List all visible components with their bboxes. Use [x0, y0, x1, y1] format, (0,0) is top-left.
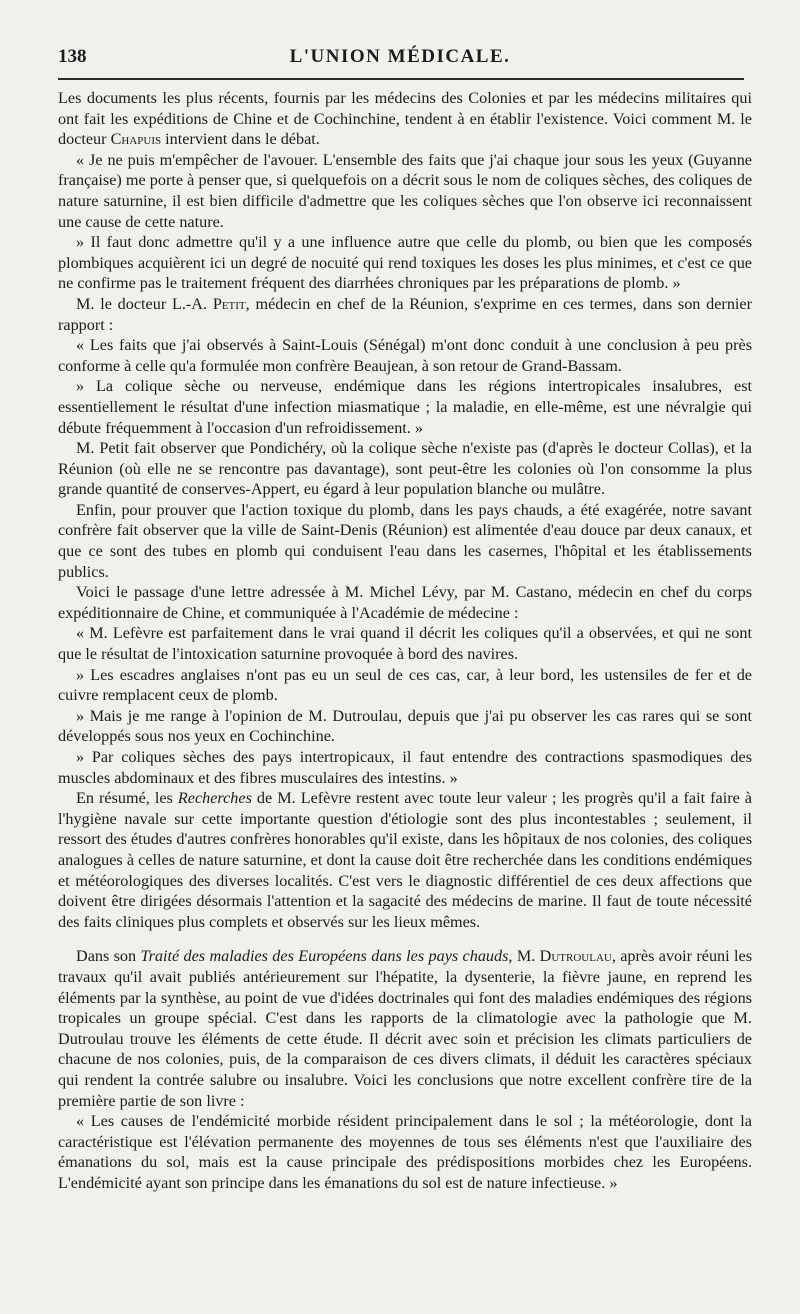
- running-title: L'UNION MÉDICALE.: [289, 46, 511, 67]
- paragraph: [58, 376, 752, 438]
- text-run: » La colique sèche ou nerveuse, endémique dans les régions intertropicales insalubres, est essentiellement le résultat d'une infection miasmatique ; la maladie, en elle-même, est une névralgie qui débute fréquemment à l'occasion d'un refroidissement. »: [58, 377, 752, 437]
- italic-text: Traité des maladies des Européens dans les pays chauds: [140, 947, 509, 966]
- paragraph: [58, 946, 752, 1111]
- text-run: de M. Lefèvre restent avec toute leur valeur ; les progrès qu'il a fait faire à l'hygiène navale sur cette importante question d'étiologie sont des plus incontestables ; seulement, il ressort des études d'autres confrères honorables qu'il existe, dans les hôpitaux de nos colonies, des coliques analogues à celles de nature saturnine, et dont la cause doit être recherchée dans les conditions endémiques et météorologiques des diverses localités. C'est vers le diagnostic différentiel de ces deux affections que doivent être dirigées désormais l'attention et la sagacité des médecins de marine. Il faut de toute nécessité des faits cliniques plus complets et observés sur les lieux mêmes.: [58, 789, 752, 931]
- page-header: [0, 46, 800, 76]
- paragraph: [58, 438, 752, 500]
- body-text: [58, 88, 752, 1193]
- text-run: M. Petit fait observer que Pondichéry, où la colique sèche n'existe pas (d'après le docteur Collas), et la Réunion (où elle ne se rencontre pas davantage), sont peut-être les colonies où l'on consomme la plus grande quantité de conserves-Appert, eu égard à leur population blanche ou mulâtre.: [58, 439, 752, 499]
- small-caps-name: Petit: [212, 294, 246, 313]
- page-number: 138: [58, 46, 87, 67]
- paragraph: [58, 747, 752, 788]
- text-run: » Les escadres anglaises n'ont pas eu un seul de ces cas, car, à leur bord, les ustensiles de fer et de cuivre remplacent ceux de plomb.: [58, 665, 752, 705]
- text-run: , M.: [508, 947, 540, 966]
- paragraph: [58, 294, 752, 335]
- small-caps-name: Chapuis: [110, 130, 162, 149]
- text-run: Dans son: [76, 947, 141, 966]
- paragraph: [58, 665, 752, 706]
- text-run: Voici le passage d'une lettre adressée à M. Michel Lévy, par M. Castano, médecin en chef du corps expéditionnaire de Chine, et communiquée à l'Académie de médecine :: [58, 583, 752, 622]
- paragraph: [58, 623, 752, 664]
- text-run: En résumé, les: [76, 789, 178, 808]
- paragraph: [58, 788, 752, 932]
- text-run: » Il faut donc admettre qu'il y a une influence autre que celle du plomb, ou bien que les composés plombiques acquièrent ici un degré de nocuité qui rend toxiques les doses les plus minimes, et c'est ce que ne confirme pas le traitement fréquent des diarrhées chroniques par les préparations de plomb. »: [58, 233, 752, 293]
- text-run: « Les causes de l'endémicité morbide résident principalement dans le sol ; la météorologie, dont la caractéristique est l'élévation permanente des moyennes de tous ses éléments n'est que l'auxiliaire des émanations du sol, mais est la cause principale des prédispositions morbides chez les Européens. L'endémicité ayant son principe dans les émanations du sol est de nature infectieuse. »: [58, 1112, 752, 1192]
- text-run: » Mais je me range à l'opinion de M. Dutroulau, depuis que j'ai pu observer les cas rares qui se sont développés sous nos yeux en Cochinchine.: [58, 706, 752, 746]
- text-run: intervient dans le débat.: [161, 130, 320, 149]
- paragraph: [58, 706, 752, 747]
- text-run: , après avoir réuni les travaux qu'il avait publiés antérieurement sur l'hépatite, la dysenterie, la fièvre jaune, en reprend les éléments par la synthèse, au point de vue d'idées doctrinales qui font des maladies endémiques des régions tropicales un groupe spécial. C'est dans les rapports de la climatologie avec la pathologie que M. Dutroulau trouve les éléments de cette étude. Il décrit avec soin et précision les climats particuliers de chacune de nos colonies, puis, de la comparaison de ces divers climats, il déduit les caractères spéciaux qui rendent la contrée salubre ou insalubre. Voici les conclusions que notre excellent confrère tire de la première partie de son livre :: [58, 947, 752, 1110]
- small-caps-name: Dutroulau: [539, 947, 612, 966]
- text-run: , médecin en chef de la Réunion, s'exprime en ces termes, dans son dernier rapport :: [58, 294, 752, 334]
- paragraph: [58, 335, 752, 376]
- header-rule: [58, 78, 744, 80]
- paragraph: [58, 1111, 752, 1193]
- paragraph: [58, 150, 752, 232]
- paragraph: [58, 500, 752, 582]
- paragraph: [58, 232, 752, 294]
- text-run: « Je ne puis m'empêcher de l'avouer. L'ensemble des faits que j'ai chaque jour sous les yeux (Guyanne française) me porte à penser que, si quelquefois on a décrit sous le nom de coliques sèches, des coliques de nature saturnine, il est bien difficile d'admettre que les coliques sèches que l'on observe ici reconnaissent une cause de cette nature.: [58, 150, 752, 231]
- text-run: « Les faits que j'ai observés à Saint-Louis (Sénégal) m'ont donc conduit à une conclusion à peu près conforme à celle qu'a formulée mon confrère Beaujean, à son retour de Grand-Bassam.: [58, 336, 752, 375]
- text-run: M. le docteur L.-A.: [76, 294, 213, 313]
- paragraph: [58, 582, 752, 623]
- paragraph: [58, 88, 752, 150]
- text-run: « M. Lefèvre est parfaitement dans le vrai quand il décrit les coliques qu'il a observées, et qui ne sont que le résultat de l'intoxication saturnine provoquée à bord des navires.: [58, 624, 752, 664]
- text-run: » Par coliques sèches des pays intertropicaux, il faut entendre des contractions spasmodiques des muscles abdominaux et des fibres musculaires des intestins. »: [58, 748, 752, 787]
- italic-text: Recherches: [177, 789, 252, 808]
- text-run: Les documents les plus récents, fournis par les médecins des Colonies et par les médecins militaires qui ont fait les expéditions de Chine et de Cochinchine, tendent à en établir l'existence. Voici comment M. le docteur: [58, 89, 752, 149]
- text-run: Enfin, pour prouver que l'action toxique du plomb, dans les pays chauds, a été exagérée, notre savant confrère fait observer que la ville de Saint-Denis (Réunion) est alimentée d'eau douce par deux canaux, et que ce sont des tubes en plomb qui conduisent l'eau dans les casernes, l'hôpital et les établissements publics.: [58, 500, 752, 581]
